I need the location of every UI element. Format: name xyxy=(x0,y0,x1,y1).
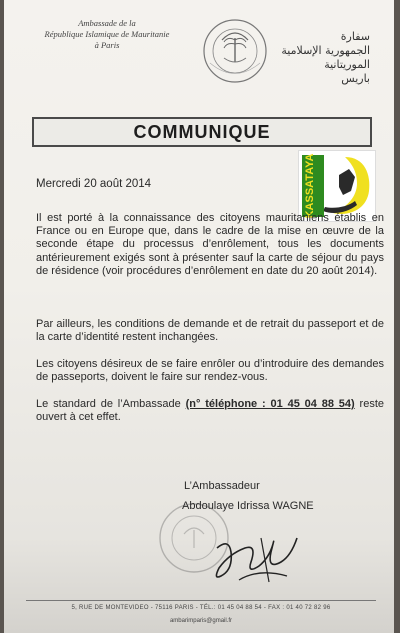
header-line-3: à Paris xyxy=(94,40,120,50)
phone-number: (n° téléphone : 01 45 04 88 54) xyxy=(185,398,355,410)
handwritten-signature xyxy=(199,518,319,598)
paragraph-4 xyxy=(36,398,384,424)
paragraph-4-prefix: Le standard de l’Ambassade xyxy=(36,398,186,410)
document-date: Mercredi 20 août 2014 xyxy=(36,178,152,190)
paragraph-4-suffix: reste ouvert à cet effet. xyxy=(36,398,384,424)
document-page xyxy=(4,0,394,633)
paragraph-3: Les citoyens désireux de se faire enrôler ou d’introduire des demandes de passeports, doivent le faire sur rendez-vous. xyxy=(36,358,384,384)
footer-address: 5, RUE DE MONTEVIDEO - 75116 PARIS - TÉL.: 01 45 04 88 54 - FAX : 01 40 72 82 96 xyxy=(71,605,331,611)
header-line-1: Ambassade de la xyxy=(78,18,136,28)
signatory-name: Abdoulaye Idrissa WAGNE xyxy=(182,500,314,512)
communique-title: COMMUNIQUE xyxy=(133,121,271,142)
arabic-line-1: سفارة xyxy=(340,30,370,43)
communique-title-box xyxy=(32,117,372,147)
arabic-line-2: الجمهورية الإسلامية الموريتانية xyxy=(281,44,370,71)
embassy-header-french xyxy=(32,18,182,51)
paragraph-2: Par ailleurs, les conditions de demande et de retrait du passeport et de la carte d’identité restent inchangées. xyxy=(36,318,384,344)
signatory-title: L’Ambassadeur xyxy=(184,480,260,492)
footer-divider xyxy=(26,600,376,601)
footer-email: ambarimparis@gmail.fr xyxy=(169,618,233,624)
embassy-header-arabic xyxy=(250,30,370,86)
arabic-line-3: باريس xyxy=(341,72,370,85)
header-line-2: République Islamique de Mauritanie xyxy=(44,29,170,39)
logo-text: KASSATAYA xyxy=(304,153,316,219)
paragraph-1: Il est porté à la connaissance des citoyens mauritaniens établis en France ou en Europe que, dans le cadre de la mise en œuvre de la seconde étape du processus d’enrôlement, tous les documents antérieurement exigés sont à présenter sauf la carte de séjour du pays de résidence (voir procédures d’enrôlement en date du 20 août 2014). xyxy=(36,212,384,277)
